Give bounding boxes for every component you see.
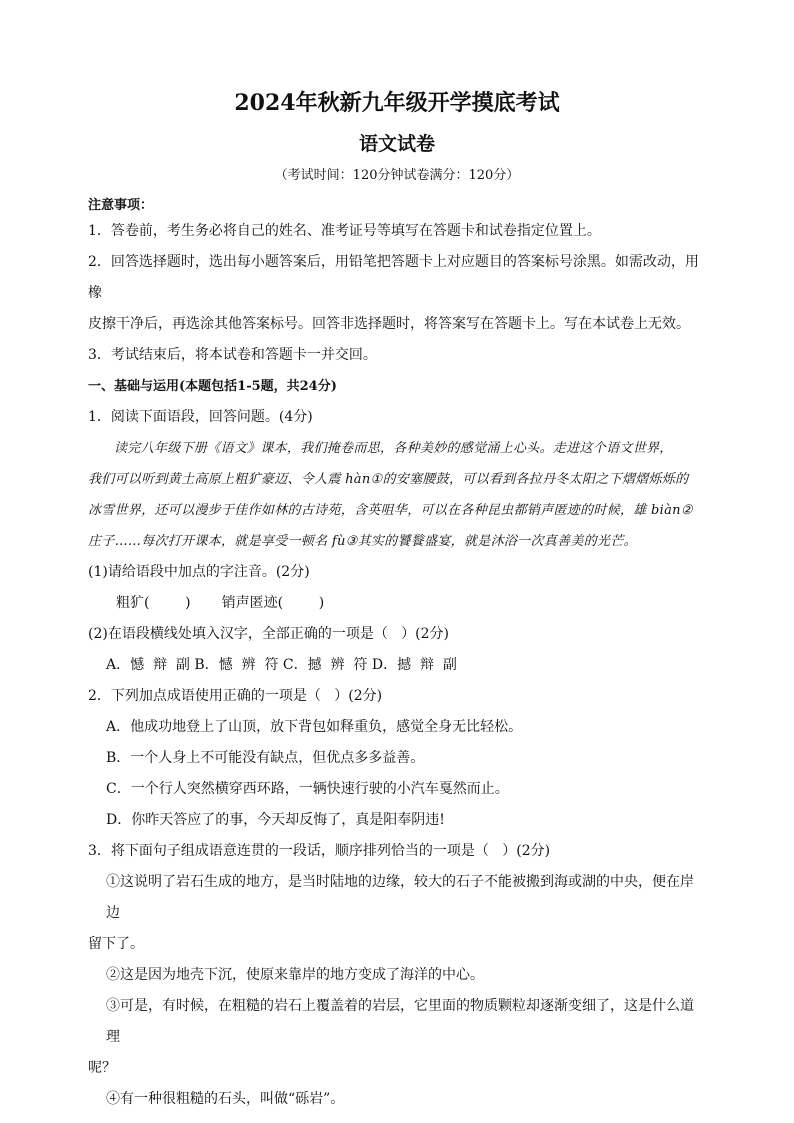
q3-sentence-3a: ③可是，有时候，在粗糙的岩石上覆盖着的岩层，它里面的物质颗粒却逐渐变细了，这是什么道理 [106, 998, 694, 1045]
q2-option-d: D．你昨天答应了的事，今天却反悔了，真是阳奉阴违! [106, 812, 445, 828]
q3-sentence-3b: 呢？ [88, 1060, 116, 1076]
q2-option-a: A．他成功地登上了山顶，放下背包如释重负，感觉全身无比轻松。 [106, 719, 523, 735]
notice-item-2b: 皮擦干净后，再选涂其他答案标号。回答非选择题时，将答案写在答题卡上。写在本试卷上无效。 [88, 316, 690, 332]
q1-passage-line-4: 庄子……每次打开课本，就是享受一顿名 fù③其实的饕餮盛宴，就是沐浴一次真善美的光芒。 [88, 534, 637, 549]
section-1-heading: 一、基础与运用(本题包括1-5题，共24分) [88, 379, 337, 394]
q3-sentence-4: ④有一种很粗糙的石头，叫做“砾岩”。 [106, 1091, 345, 1107]
q2-option-b: B．一个人身上不可能没有缺点，但优点多多益善。 [106, 750, 425, 766]
q3-stem: 3．将下面句子组成语意连贯的一段话，顺序排列恰当的一项是（ ）(2分) [88, 843, 551, 859]
q1-sub2: (2)在语段横线处填入汉字，全部正确的一项是（ ）(2分) [88, 626, 450, 642]
notice-item-3: 3．考试结束后，将本试卷和答题卡一并交回。 [88, 347, 377, 363]
exam-title: 2024年秋新九年级开学摸底考试 [234, 90, 560, 116]
q1-passage-line-1: 读完八年级下册《语文》课本，我们掩卷而思，各种美妙的感觉涌上心头。走进这个语文世界， [114, 441, 673, 456]
q1-sub1: (1)请给语段中加点的字注音。(2分) [88, 564, 310, 580]
q1-sub2-options: A．憾 辩 副 B．憾 辨 符 C．撼 辨 符 D．撼 辩 副 [106, 657, 457, 673]
q2-stem: 2．下列加点成语使用正确的一项是（ ）(2分) [88, 688, 383, 704]
q1-passage-line-2: 我们可以听到黄土高原上粗犷豪迈、令人震 hàn①的安塞腰鼓，可以看到各拉丹冬太阳之下熠熠烁烁的 [88, 472, 689, 487]
notice-item-1: 1．答卷前，考生务必将自己的姓名、准考证号等填写在答题卡和试卷指定位置上。 [88, 223, 601, 239]
q3-sentence-2: ②这是因为地壳下沉，使原来靠岸的地方变成了海洋的中心。 [106, 967, 484, 983]
q1-stem: 1．阅读下面语段，回答问题。(4分) [88, 409, 313, 425]
notice-item-2a: 2．回答选择题时，选出每小题答案后，用铅笔把答题卡上对应题目的答案标号涂黑。如需改动，用橡 [88, 254, 699, 301]
q1-sub1-answer: 粗犷( ) 销声匿迹( ) [116, 595, 325, 611]
q1-passage-line-3: 冰雪世界，还可以漫步于佳作如林的古诗苑，含英咀华，可以在各种昆虫都销声匿迹的时候，雄 biàn② [88, 503, 693, 518]
exam-subtitle: 语文试卷 [358, 133, 435, 155]
exam-meta: （考试时间：120分钟试卷满分：120分） [274, 168, 520, 183]
q3-sentence-1a: ①这说明了岩石生成的地方，是当时陆地的边缘，较大的石子不能被搬到海或湖的中央，便在岸边 [106, 874, 694, 921]
q2-option-c: C．一个行人突然横穿西环路，一辆快速行驶的小汽车戛然而止。 [106, 781, 509, 797]
q3-sentence-1b: 留下了。 [88, 936, 144, 952]
notice-heading: 注意事项： [88, 198, 154, 213]
